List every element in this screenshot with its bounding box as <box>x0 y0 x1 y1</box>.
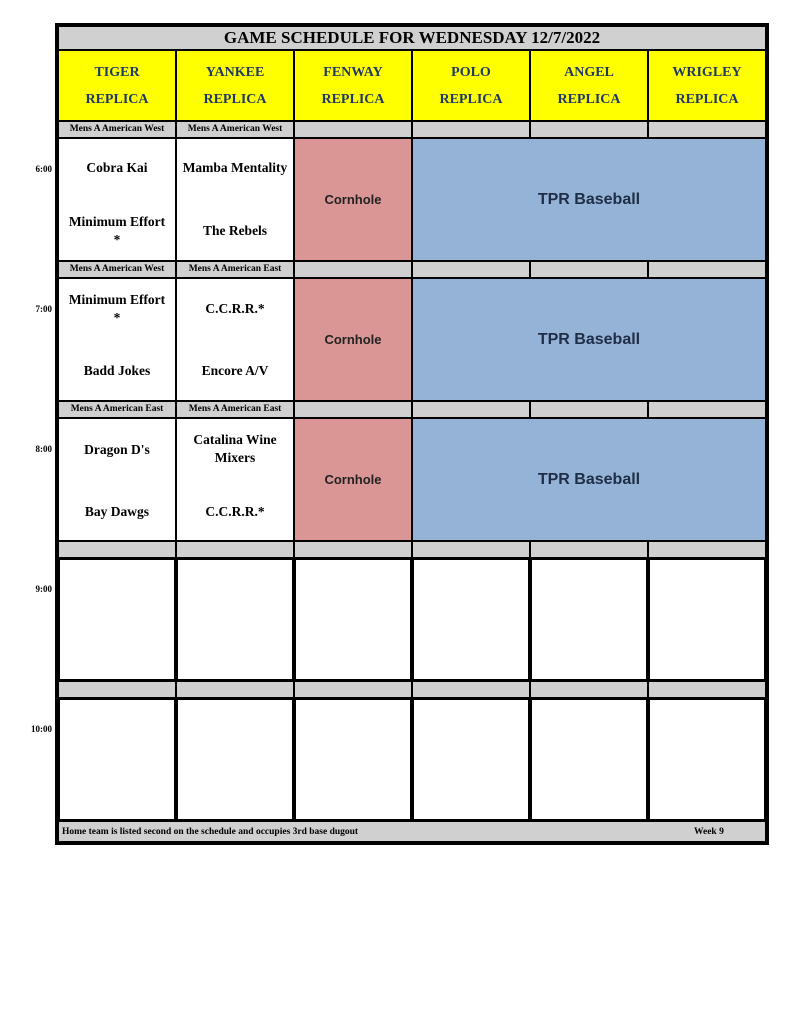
divider-cell <box>530 541 648 558</box>
away-team: Dragon D's <box>84 442 150 457</box>
footer-note: Home team is listed second on the schedule and occupies 3rd base dugout <box>62 827 359 837</box>
field-header-angel <box>530 50 648 121</box>
game-cell-yankee <box>176 138 294 261</box>
empty-cell <box>530 698 648 821</box>
divider-cell <box>648 261 766 278</box>
field-sub: REPLICA <box>675 91 739 107</box>
time-label: 9:00 <box>35 584 52 594</box>
home-team: Encore A/V <box>201 363 269 378</box>
schedule-sheet <box>55 23 769 845</box>
divider-cell <box>412 121 530 138</box>
field-header-fenway <box>294 50 412 121</box>
divider-cell <box>176 681 294 698</box>
division-label: Mens A American West <box>58 261 176 278</box>
away-team: Cobra Kai <box>86 160 148 175</box>
divider-cell <box>648 541 766 558</box>
week-label: Week 9 <box>694 827 724 837</box>
game-cell-yankee <box>176 418 294 541</box>
field-name: ANGEL <box>564 64 614 80</box>
field-header-yankee <box>176 50 294 121</box>
game-cell-yankee <box>176 278 294 401</box>
divider-cell <box>58 681 176 698</box>
footer-bar <box>58 821 766 842</box>
home-team: C.C.R.R.* <box>205 504 265 519</box>
tpr-baseball-cell: TPR Baseball <box>412 278 766 401</box>
empty-cell <box>648 698 766 821</box>
field-sub: REPLICA <box>203 91 267 107</box>
tpr-baseball-cell: TPR Baseball <box>412 138 766 261</box>
field-sub: REPLICA <box>321 91 385 107</box>
away-team: Minimum Effort * <box>68 292 166 325</box>
time-label: 10:00 <box>31 724 52 734</box>
divider-cell <box>648 681 766 698</box>
cornhole-cell: Cornhole <box>294 138 412 261</box>
divider-cell <box>530 401 648 418</box>
divider-cell <box>176 541 294 558</box>
divider-cell <box>58 541 176 558</box>
empty-cell <box>176 558 294 681</box>
empty-cell <box>58 698 176 821</box>
field-header-tiger <box>58 50 176 121</box>
division-label: Mens A American East <box>176 401 294 418</box>
divider-cell <box>530 121 648 138</box>
page-title: GAME SCHEDULE FOR WEDNESDAY 12/7/2022 <box>58 26 766 50</box>
game-cell-tiger <box>58 418 176 541</box>
tpr-baseball-cell: TPR Baseball <box>412 418 766 541</box>
game-cell-tiger <box>58 278 176 401</box>
empty-cell <box>530 558 648 681</box>
division-label: Mens A American East <box>58 401 176 418</box>
divider-cell <box>412 681 530 698</box>
empty-cell <box>176 698 294 821</box>
cornhole-cell: Cornhole <box>294 278 412 401</box>
cornhole-cell: Cornhole <box>294 418 412 541</box>
division-label: Mens A American West <box>176 121 294 138</box>
away-team: C.C.R.R.* <box>205 301 265 316</box>
field-name: FENWAY <box>323 64 383 80</box>
field-name: WRIGLEY <box>672 64 742 80</box>
field-header-wrigley <box>648 50 766 121</box>
divider-cell <box>294 541 412 558</box>
field-sub: REPLICA <box>439 91 503 107</box>
home-team: Minimum Effort * <box>68 214 166 247</box>
game-cell-tiger <box>58 138 176 261</box>
empty-cell <box>58 558 176 681</box>
home-team: Bay Dawgs <box>84 504 150 519</box>
divider-cell <box>412 401 530 418</box>
home-team: The Rebels <box>202 223 268 238</box>
divider-cell <box>294 681 412 698</box>
away-team: Catalina Wine Mixers <box>193 432 277 465</box>
field-name: POLO <box>451 64 491 80</box>
field-header-polo <box>412 50 530 121</box>
divider-cell <box>648 401 766 418</box>
divider-cell <box>294 261 412 278</box>
field-name: TIGER <box>94 64 140 80</box>
divider-cell <box>412 541 530 558</box>
empty-cell <box>648 558 766 681</box>
empty-cell <box>412 558 530 681</box>
divider-cell <box>412 261 530 278</box>
time-label: 6:00 <box>35 164 52 174</box>
divider-cell <box>648 121 766 138</box>
home-team: Badd Jokes <box>83 363 151 378</box>
field-sub: REPLICA <box>557 91 621 107</box>
divider-cell <box>294 401 412 418</box>
empty-cell <box>294 558 412 681</box>
division-label: Mens A American West <box>58 121 176 138</box>
field-sub: REPLICA <box>85 91 149 107</box>
divider-cell <box>530 681 648 698</box>
divider-cell <box>294 121 412 138</box>
time-label: 7:00 <box>35 304 52 314</box>
empty-cell <box>294 698 412 821</box>
field-name: YANKEE <box>205 64 265 80</box>
time-label: 8:00 <box>35 444 52 454</box>
away-team: Mamba Mentality <box>182 160 288 175</box>
division-label: Mens A American East <box>176 261 294 278</box>
divider-cell <box>530 261 648 278</box>
empty-cell <box>412 698 530 821</box>
